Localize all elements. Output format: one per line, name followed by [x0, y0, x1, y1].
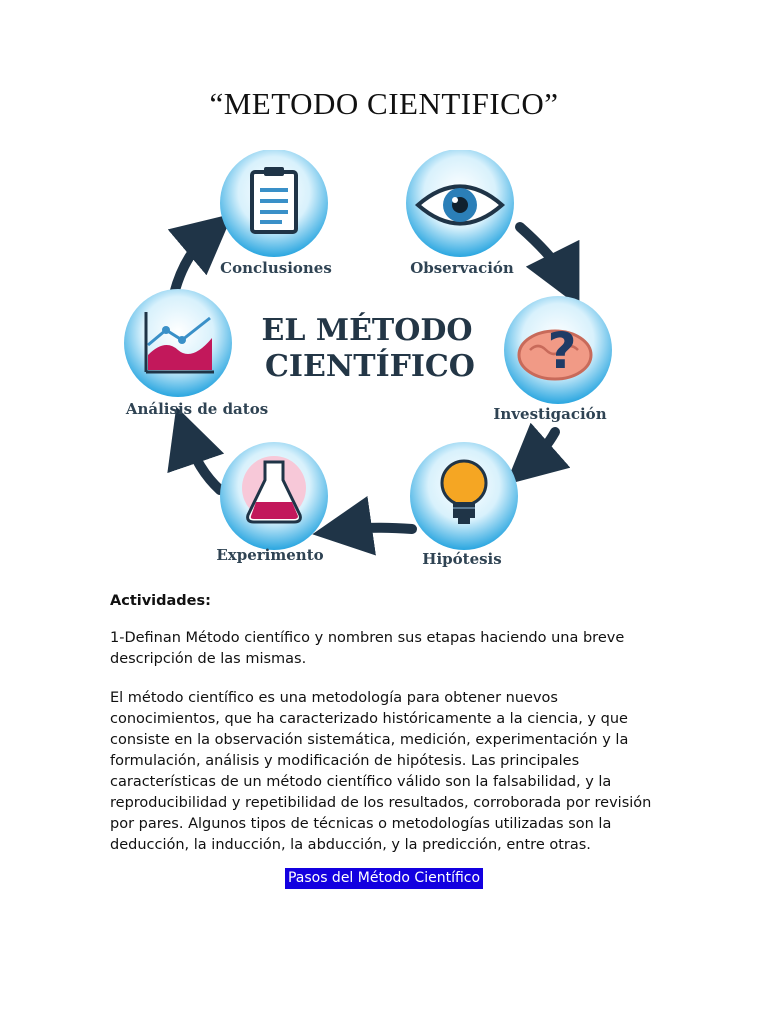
step-investigacion	[493, 296, 612, 423]
highlight-link-wrap	[0, 868, 768, 889]
clipboard-icon	[252, 167, 296, 232]
actividades-heading: Actividades:	[110, 593, 211, 609]
step-label-investigacion: Investigación	[493, 405, 607, 423]
svg-text:?: ?	[547, 322, 577, 380]
diagram-title-line2: CIENTÍFICO	[265, 349, 475, 384]
diagram-title-line1: EL MÉTODO	[261, 313, 473, 348]
step-hipotesis	[410, 442, 518, 568]
question-text: 1-Definan Método científico y nombren sus etapas haciendo una breve descripción de las mismas.	[110, 630, 625, 667]
arrow-investigacion-hipotesis	[528, 432, 555, 465]
step-label-observacion: Observación	[410, 259, 514, 277]
step-observacion	[406, 150, 514, 277]
arrow-hipotesis-experimento	[342, 528, 412, 530]
step-experimento	[216, 442, 328, 564]
step-label-hipotesis: Hipótesis	[422, 550, 502, 568]
page-title: “METODO CIENTIFICO”	[209, 86, 559, 121]
arrow-experimento-analisis	[186, 435, 220, 490]
answer-text: El método científico es una metodología para obtener nuevos conocimientos, que ha caracterizado históricamente a la ciencia, y que consiste en la observación sistemática, medición, experimentación y la formulación, análisis y modificación de hipótesis. Las principales características de un método científico válido son la falsabilidad, y la reproducibilidad y repetibilidad de los resultados, corroborada por revisión por pares. Algunos tipos de técnicas o metodologías utilizadas son la deducción, la inducción, la abducción, y la predicción, entre otras.	[110, 690, 652, 853]
diagram-canvas	[100, 150, 640, 580]
step-label-analisis-de-datos: Análisis de datos	[125, 400, 269, 418]
step-conclusiones	[220, 150, 332, 277]
flask-icon	[242, 456, 306, 522]
step-analisis-de-datos	[124, 289, 268, 418]
step-label-conclusiones: Conclusiones	[220, 259, 332, 277]
arrow-analisis-conclusiones	[174, 233, 210, 294]
scientific-method-diagram	[100, 150, 640, 580]
arrow-observacion-investigacion	[520, 227, 566, 280]
pasos-link[interactable]: Pasos del Método Científico	[285, 868, 483, 889]
step-label-experimento: Experimento	[216, 546, 324, 564]
